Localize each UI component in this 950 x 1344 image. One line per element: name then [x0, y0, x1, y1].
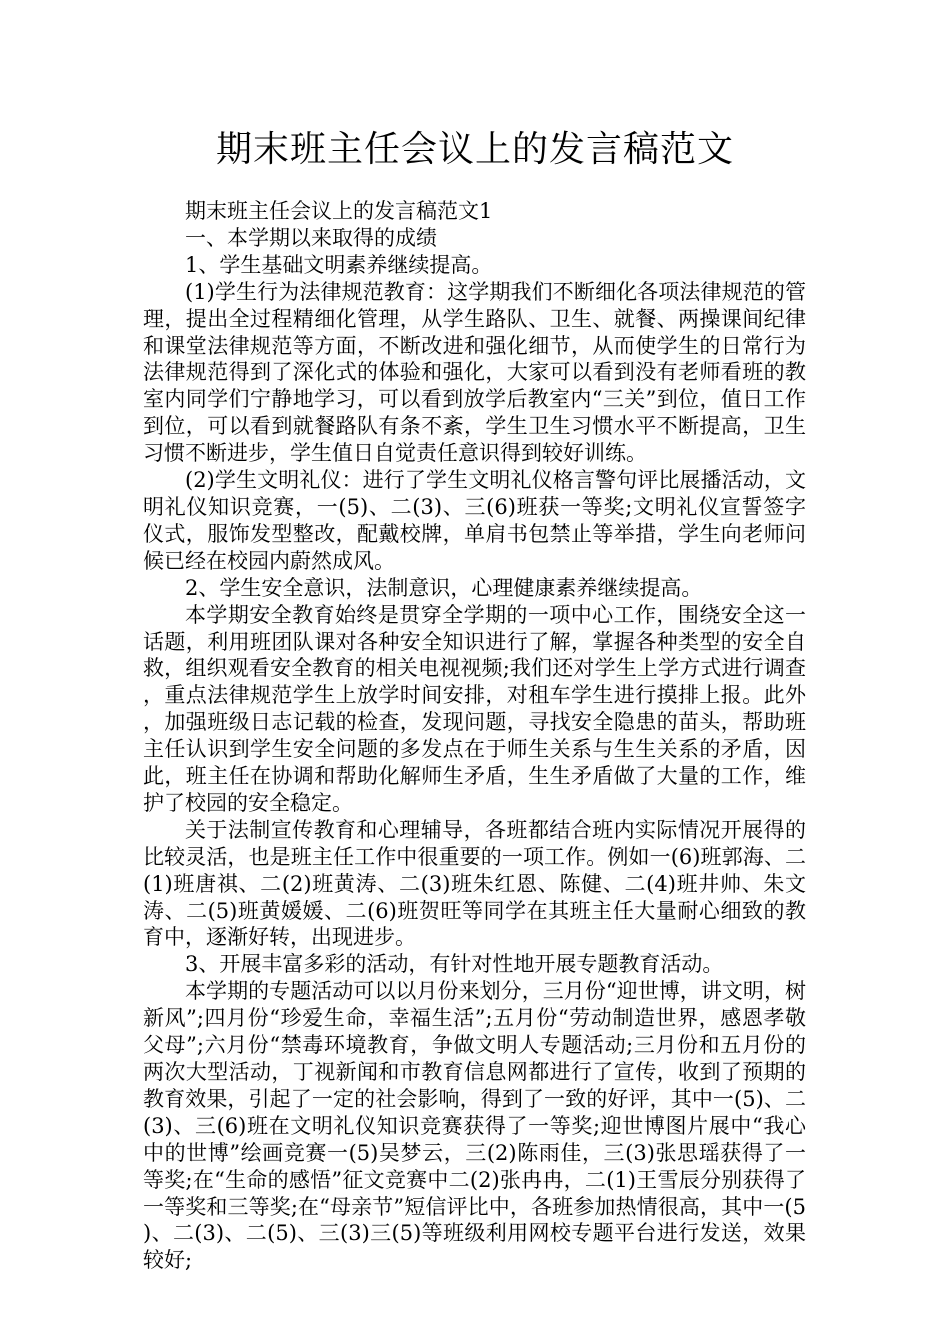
body-paragraph: (2)学生文明礼仪：进行了学生文明礼仪格言警句评比展播活动，文明礼仪知识竞赛，一(5)、二(3)、三(6)班获一等奖;文明礼仪宣誓签字仪式，服饰发型整改，配戴校牌，单肩书包禁止等举措，学生向老师问候已经在校园内蔚然成风。	[143, 468, 806, 573]
subsection-heading: 2、学生安全意识，法制意识，心理健康素养继续提高。	[185, 575, 703, 600]
subtitle-paragraph: 期末班主任会议上的发言稿范文1	[185, 199, 493, 223]
body-paragraph: 关于法制宣传教育和心理辅导，各班都结合班内实际情况开展得的比较灵活，也是班主任工作中很重要的一项工作。例如一(6)班郭海、二(1)班唐祺、二(2)班黄涛、二(3)班朱红恩、陈健、二(4)班井帅、朱文涛、二(5)班黄媛媛、二(6)班贺旺等同学在其班主任大量耐心细致的教育中，逐渐好转，出现进步。	[143, 817, 806, 950]
subsection-heading: 3、开展丰富多彩的活动，有针对性地开展专题教育活动。	[185, 952, 724, 977]
subsection-heading: 1、学生基础文明素养继续提高。	[185, 252, 493, 277]
document-title: 期末班主任会议上的发言稿范文	[215, 129, 734, 170]
body-paragraph: (1)学生行为法律规范教育：这学期我们不断细化各项法律规范的管理，提出全过程精细化管理，从学生路队、卫生、就餐、两操课间纪律和课堂法律规范等方面，不断改进和强化细节，从而使学生的日常行为法律规范得到了深化式的体验和强化，大家可以看到没有老师看班的教室内同学们宁静地学习，可以看到放学后教室内“三关”到位，值日工作到位，可以看到就餐路队有条不紊，学生卫生习惯水平不断提高，卫生习惯不断进步，学生值日自觉责任意识得到较好训练。	[143, 279, 806, 466]
section-heading: 一、本学期以来取得的成绩	[185, 225, 437, 250]
document-body	[143, 198, 806, 1274]
body-paragraph: 本学期安全教育始终是贯穿全学期的一项中心工作，围绕安全这一话题，利用班团队课对各种安全知识进行了解，掌握各种类型的安全自救，组织观看安全教育的相关电视视频;我们还对学生上学方式进行调查，重点法律规范学生上放学时间安排，对租车学生进行摸排上报。此外，加强班级日志记载的检查，发现问题，寻找安全隐患的苗头，帮助班主任认识到学生安全问题的多发点在于师生关系与生生关系的矛盾，因此，班主任在协调和帮助化解师生矛盾，生生矛盾做了大量的工作，维护了校园的安全稳定。	[143, 602, 806, 815]
body-paragraph: 本学期的专题活动可以以月份来划分，三月份“迎世博，讲文明，树新风”;四月份“珍爱生命，幸福生活”;五月份“劳动制造世界，感恩孝敬父母”;六月份“禁毒环境教育，争做文明人专题活动;三月份和五月份的两次大型活动，丁视新闻和市教育信息网都进行了宣传，收到了预期的教育效果，引起了一定的社会影响，得到了一致的好评，其中一(5)、二(3)、三(6)班在文明礼仪知识竞赛获得了一等奖;迎世博图片展中“我心中的世博”绘画竞赛一(5)吴梦云，三(2)陈雨佳，三(3)张思瑶获得了一等奖;在“生命的感悟”征文竞赛中二(2)张冉冉，二(1)王雪辰分别获得了一等奖和三等奖;在“母亲节”短信评比中，各班参加热情很高，其中一(5)、二(3)、二(5)、三(3)三(5)等班级利用网校专题平台进行发送，效果较好;	[143, 979, 806, 1273]
